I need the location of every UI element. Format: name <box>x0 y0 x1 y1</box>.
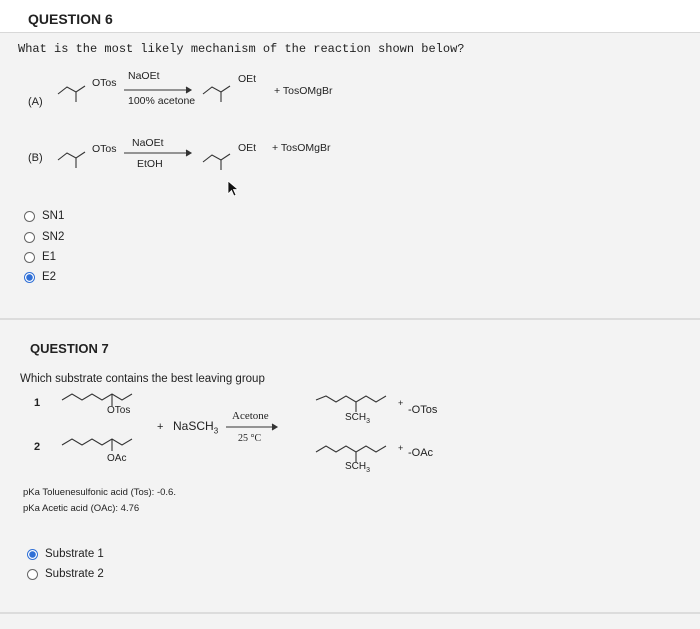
reaction-a-label: (A) <box>28 96 43 108</box>
product-1-leaving-group: -OTos <box>408 404 438 416</box>
question-6-header <box>0 0 700 33</box>
reaction-b-label: (B) <box>28 152 43 164</box>
q7-option-substrate-2-label: Substrate 2 <box>45 568 104 580</box>
q6-option-sn2-label: SN2 <box>42 231 65 243</box>
q6-option-e2[interactable] <box>24 271 56 283</box>
q6-option-sn2[interactable] <box>24 231 64 243</box>
product-2-plus: + <box>398 443 404 453</box>
reagent-subscript: 3 <box>213 426 219 436</box>
product-1-group <box>345 412 370 425</box>
q6-option-e1-label: E1 <box>42 251 57 263</box>
q6-option-sn1-label: SN1 <box>42 210 65 222</box>
reaction-b-arrow <box>124 150 194 156</box>
section-divider <box>0 318 700 320</box>
reaction-a-reagent: NaOEt <box>128 70 160 82</box>
reagent-plus: + <box>157 421 164 433</box>
reaction-b-solvent: EtOH <box>137 158 163 170</box>
reagent-nasch3 <box>173 419 218 435</box>
reaction-a-substrate-group: OTos <box>92 77 117 89</box>
product-1-group-text: SCH <box>345 412 367 423</box>
pka-tosic-acid: pKa Toluenesulfonic acid (Tos): -0.6. <box>23 487 176 498</box>
q6-option-e1-radio[interactable] <box>24 252 35 263</box>
reaction-b-reagent: NaOEt <box>132 137 164 149</box>
q7-option-substrate-1[interactable] <box>27 548 104 560</box>
q6-option-sn1[interactable] <box>24 210 64 222</box>
q7-option-substrate-1-label: Substrate 1 <box>45 548 104 560</box>
reaction-b-product-structure <box>203 150 243 172</box>
bottom-divider <box>0 612 700 614</box>
q6-option-e1[interactable] <box>24 251 56 263</box>
q6-option-sn2-radio[interactable] <box>24 232 35 243</box>
product-1-plus: + <box>398 398 404 408</box>
product-2-group <box>345 461 370 474</box>
product-1-subscript: 3 <box>366 418 371 425</box>
product-2-leaving-group: -OAc <box>408 447 434 459</box>
q7-reaction-arrow <box>226 424 280 430</box>
product-2-subscript: 3 <box>366 467 371 474</box>
reaction-b-substrate-group: OTos <box>92 143 117 155</box>
product-2-group-text: SCH <box>345 461 367 472</box>
reaction-b-product-group: OEt <box>238 142 257 154</box>
pka-acetic-acid: pKa Acetic acid (OAc): 4.76 <box>23 503 140 514</box>
q7-option-substrate-2-radio[interactable] <box>27 569 38 580</box>
reaction-a-byproduct: + TosOMgBr <box>274 85 333 97</box>
reagent-name: NaSCH <box>173 419 214 433</box>
reaction-a-product-structure <box>203 82 243 104</box>
substrate-1-number: 1 <box>34 397 41 409</box>
q6-option-sn1-radio[interactable] <box>24 211 35 222</box>
conditions-temperature: 25 °C <box>238 433 262 444</box>
reaction-a-arrow <box>124 87 194 93</box>
reaction-b-byproduct: + TosOMgBr <box>272 142 331 154</box>
question-7-title: QUESTION 7 <box>30 341 109 356</box>
question-6-prompt: What is the most likely mechanism of the reaction shown below? <box>18 42 465 56</box>
reaction-a-product-group: OEt <box>238 73 257 85</box>
mouse-cursor-icon <box>228 181 240 197</box>
conditions-solvent: Acetone <box>232 410 269 422</box>
q6-option-e2-radio[interactable] <box>24 272 35 283</box>
q6-option-e2-label: E2 <box>42 271 57 283</box>
question-6-title: QUESTION 6 <box>28 11 113 27</box>
product-1-structure <box>316 392 396 414</box>
question-7-prompt: Which substrate contains the best leaving group <box>20 373 265 385</box>
q7-option-substrate-2[interactable] <box>27 568 104 580</box>
reaction-a-solvent: 100% acetone <box>128 95 196 107</box>
substrate-2-structure <box>62 433 142 459</box>
substrate-1-group: OTos <box>107 405 131 416</box>
substrate-2-group: OAc <box>107 453 127 464</box>
substrate-2-number: 2 <box>34 441 41 453</box>
q7-option-substrate-1-radio[interactable] <box>27 549 38 560</box>
